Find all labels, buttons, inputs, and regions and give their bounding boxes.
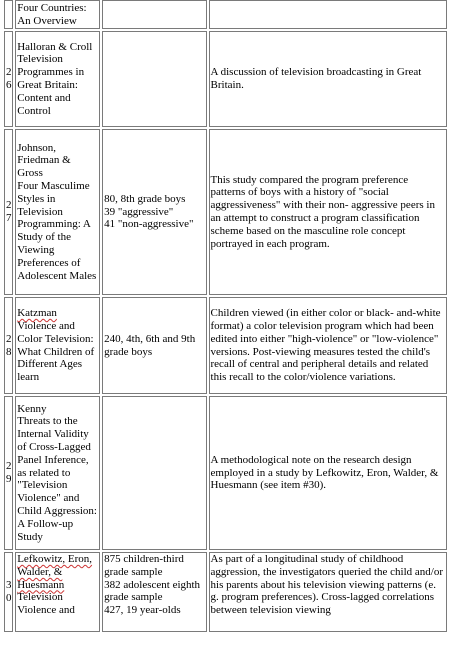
summary-cell bbox=[209, 0, 447, 29]
table-row bbox=[4, 129, 447, 295]
population-cell bbox=[102, 396, 206, 550]
item-title-cell bbox=[15, 0, 100, 29]
summary-cell: Children viewed (in either color or black- and-white format) a color television program which had been edited into either "high-violence" or "low-violence" versions. Post-viewing measures tested the child's recall of central and peripheral details and related this recall to the color/violence variations. bbox=[209, 297, 447, 394]
item-title: Television Programmes in Great Britain: Content and Control bbox=[17, 53, 85, 117]
item-author: Johnson, Friedman & Gross bbox=[17, 141, 71, 180]
item-title: Threats to the Internal Validity of Cross-Lagged Panel Inference, as related to "Television Violence" and Child Aggression: A Follow-up Study bbox=[17, 415, 97, 543]
table-row bbox=[4, 297, 447, 394]
population-cell bbox=[102, 0, 206, 29]
item-number: 29 bbox=[4, 396, 13, 550]
item-number: 26 bbox=[4, 31, 13, 127]
item-title-cell bbox=[15, 297, 100, 394]
item-title: Four Masculime Styles in Television Programming: A Study of the Viewing Preferences of Adolescent Males bbox=[17, 180, 97, 282]
item-number bbox=[4, 0, 13, 29]
summary-cell: As part of a longitudinal study of childhood aggression, the investigators queried the child and/or his parents about his television viewing patterns (e. g. program preferences). Cross-lagged correlations between television viewing bbox=[209, 552, 447, 632]
item-number: 30 bbox=[4, 552, 13, 632]
item-title-cell bbox=[15, 31, 100, 127]
item-author: Lefkowitz, Eron, Walder, & Huesmann bbox=[17, 553, 93, 591]
item-number: 28 bbox=[4, 297, 13, 394]
table-row bbox=[4, 552, 447, 632]
item-title-cell bbox=[15, 396, 100, 550]
item-title: Violence and Color Television: What Children of Different Ages learn bbox=[17, 319, 95, 384]
table-row bbox=[4, 396, 447, 550]
population-cell bbox=[102, 31, 206, 127]
item-author: Katzman bbox=[17, 307, 57, 320]
item-author: Halloran & Croll bbox=[17, 40, 93, 53]
summary-cell: A methodological note on the research design employed in a study by Lefkowitz, Eron, Walder, & Huesmann (see item #30). bbox=[209, 396, 447, 550]
item-title-cell bbox=[15, 129, 100, 295]
population-cell: 80, 8th grade boys 39 "aggressive" 41 "non-aggressive" bbox=[102, 129, 206, 295]
table-row bbox=[4, 31, 447, 127]
population-cell: 875 children-third grade sample 382 adolescent eighth grade sample 427, 19 year-olds bbox=[102, 552, 206, 632]
bibliography-table bbox=[2, 0, 449, 634]
item-number: 27 bbox=[4, 129, 13, 295]
table-row bbox=[4, 0, 447, 29]
population-cell: 240, 4th, 6th and 9th grade boys bbox=[102, 297, 206, 394]
item-title: Four Countries: An Overview bbox=[17, 1, 87, 27]
item-author: Kenny bbox=[17, 402, 47, 415]
summary-cell: This study compared the program preference patterns of boys with a history of "social aggressiveness" with their non- aggressive peers in an attempt to construct a program classification scheme based on the masculine role concept portrayed in each program. bbox=[209, 129, 447, 295]
item-title-cell bbox=[15, 552, 100, 632]
summary-cell: A discussion of television broadcasting in Great Britain. bbox=[209, 31, 447, 127]
item-title: Television Violence and bbox=[17, 591, 75, 617]
